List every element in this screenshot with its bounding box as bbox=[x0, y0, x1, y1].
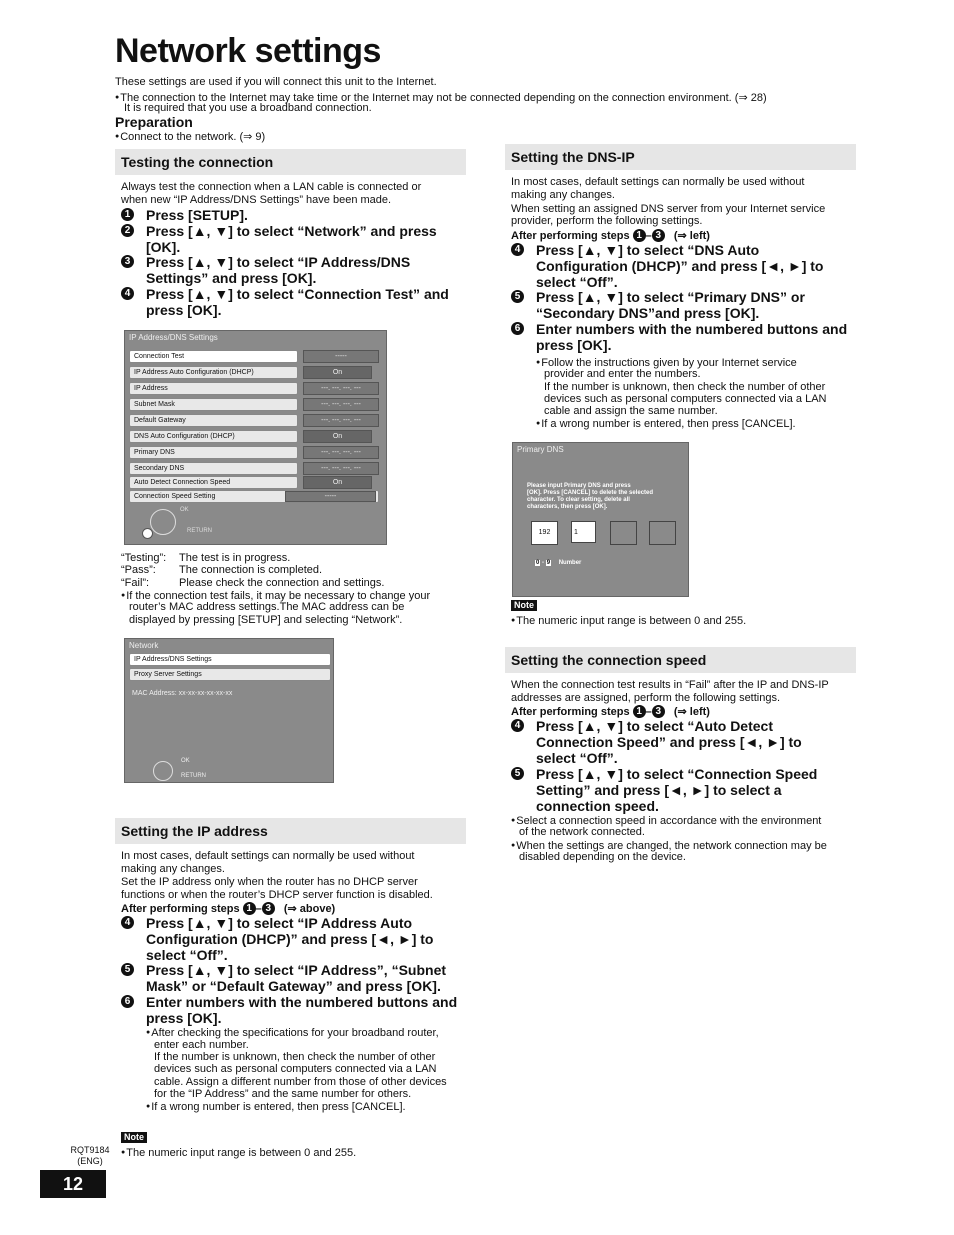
ip-bullet-1 bbox=[146, 1026, 439, 1040]
step-ref-end: 3 bbox=[652, 229, 665, 242]
instruction-line: Please input Primary DNS and press bbox=[527, 483, 631, 489]
page-number: 12 bbox=[40, 1170, 106, 1198]
step-number: 3 bbox=[121, 255, 134, 268]
ip-desc-3: Set the IP address only when the router has no DHCP server bbox=[121, 876, 418, 888]
speed-heading: Setting the connection speed bbox=[505, 647, 856, 673]
step-ref-dash: – bbox=[255, 903, 262, 915]
preparation-heading: Preparation bbox=[115, 114, 193, 130]
ip-heading: Setting the IP address bbox=[115, 818, 466, 844]
step-number: 5 bbox=[121, 963, 134, 976]
after-ref: (⇒ left) bbox=[673, 230, 710, 242]
menu-value: On bbox=[303, 476, 372, 489]
dns-desc-1: In most cases, default settings can normally be used without bbox=[511, 176, 805, 188]
menu-row-primary-dns[interactable]: Primary DNS bbox=[129, 446, 298, 459]
result-pass-value: The connection is completed. bbox=[179, 564, 323, 576]
menu-value: ---. ---. ---. --- bbox=[303, 398, 379, 411]
result-fail-key: “Fail”: bbox=[121, 577, 150, 589]
document-code: RQT9184 bbox=[70, 1145, 110, 1155]
intro-text: These settings are used if you will connect this unit to the Internet. bbox=[115, 76, 437, 88]
return-label: RETURN bbox=[181, 773, 206, 779]
note-text: The numeric input range is between 0 and 255. bbox=[126, 1147, 357, 1159]
ip-dns-settings-screen bbox=[124, 330, 387, 545]
step-number: 6 bbox=[121, 995, 134, 1008]
menu-value: ----- bbox=[285, 491, 376, 502]
bullet-text: If a wrong number is entered, then press [CANCEL]. bbox=[541, 418, 796, 430]
step-text: Press [▲, ▼] to select “IP Address/DNS Settings” and press [OK]. bbox=[146, 254, 411, 286]
ok-label: OK bbox=[180, 507, 189, 513]
page-title: Network settings bbox=[115, 32, 381, 70]
dns-bullet-2 bbox=[536, 417, 796, 431]
menu-value: ---. ---. ---. --- bbox=[303, 462, 379, 475]
dns-note bbox=[511, 614, 746, 628]
menu-value: On bbox=[303, 366, 372, 379]
testing-desc-1: Always test the connection when a LAN cable is connected or bbox=[121, 181, 422, 193]
dns-note-label: Note bbox=[511, 600, 537, 611]
instruction-line: character. To clear setting, delete all bbox=[527, 497, 630, 503]
step-number: 2 bbox=[121, 224, 134, 237]
instruction-line: [OK]. Press [CANCEL] to delete the selected bbox=[527, 490, 654, 496]
after-label: After performing steps bbox=[511, 706, 630, 718]
result-testing-key: “Testing”: bbox=[121, 552, 167, 564]
document-language: (ENG) bbox=[77, 1156, 103, 1166]
ip-after-steps bbox=[121, 902, 335, 916]
menu-value: On bbox=[303, 430, 372, 443]
menu-row-connection-test[interactable]: Connection Test bbox=[129, 350, 298, 363]
dns-octet-4-field[interactable] bbox=[649, 521, 676, 545]
step-text: Enter numbers with the numbered buttons and press [OK]. bbox=[536, 321, 848, 353]
step-text: Press [▲, ▼] to select “DNS Auto Configuration (DHCP)” and press [◄, ►] to select “Off”. bbox=[536, 242, 824, 290]
dns-bullet-1-line-3: If the number is unknown, then check the number of other bbox=[544, 381, 826, 393]
step-ref-dash: – bbox=[645, 230, 652, 242]
step-text: Press [▲, ▼] to select “Connection Speed Setting” and press [◄, ►] to select a connection speed. bbox=[536, 766, 818, 814]
ip-bullet-1-line-4: devices such as personal computers connected via a LAN bbox=[154, 1063, 437, 1075]
key-0: 0 bbox=[536, 560, 540, 566]
step-text: Press [▲, ▼] to select “IP Address”, “Subnet Mask” or “Default Gateway” and press [OK]. bbox=[146, 962, 447, 994]
result-testing-value: The test is in progress. bbox=[179, 552, 291, 564]
preparation-bullet bbox=[115, 130, 265, 144]
network-item-proxy[interactable]: Proxy Server Settings bbox=[129, 668, 331, 681]
step-text: Enter numbers with the numbered buttons and press [OK]. bbox=[146, 994, 458, 1026]
menu-row-auto-detect-speed[interactable]: Auto Detect Connection Speed bbox=[129, 476, 298, 489]
ip-desc-1: In most cases, default settings can normally be used without bbox=[121, 850, 415, 862]
step-number: 5 bbox=[511, 290, 524, 303]
network-screen bbox=[124, 638, 334, 783]
instruction-line: characters, then press [OK]. bbox=[527, 504, 608, 510]
ip-note-label: Note bbox=[121, 1132, 147, 1143]
step-ref-start: 1 bbox=[633, 229, 646, 242]
bullet-text: When the settings are changed, the network connection may be bbox=[516, 840, 827, 852]
menu-value: ---. ---. ---. --- bbox=[303, 446, 379, 459]
result-fail-value: Please check the connection and settings. bbox=[179, 577, 385, 589]
menu-value: ----- bbox=[303, 350, 379, 363]
dns-bullet-1-line-4: devices such as personal computers connected via a LAN bbox=[544, 393, 827, 405]
result-pass-key: “Pass”: bbox=[121, 564, 156, 576]
fail-note-2: router’s MAC address settings.The MAC address can be bbox=[129, 601, 405, 613]
menu-row-connection-speed-setting[interactable]: Connection Speed Setting bbox=[129, 490, 379, 503]
bullet-text: Select a connection speed in accordance with the environment bbox=[516, 815, 822, 827]
step-ref-start: 1 bbox=[633, 705, 646, 718]
speed-desc-1: When the connection test results in “Fail” after the IP and DNS-IP bbox=[511, 679, 829, 691]
menu-row-dns-auto-config[interactable]: DNS Auto Configuration (DHCP) bbox=[129, 430, 298, 443]
bullet-text: If a wrong number is entered, then press [CANCEL]. bbox=[151, 1101, 406, 1113]
screen-instructions bbox=[527, 483, 653, 511]
ip-desc-4: functions or when the router’s DHCP server function is disabled. bbox=[121, 889, 433, 901]
menu-row-ip-auto-config[interactable]: IP Address Auto Configuration (DHCP) bbox=[129, 366, 298, 379]
dns-octet-3-field[interactable] bbox=[610, 521, 637, 545]
menu-value: ---. ---. ---. --- bbox=[303, 414, 379, 427]
step-number: 4 bbox=[121, 287, 134, 300]
ip-note bbox=[121, 1146, 356, 1160]
menu-row-default-gateway[interactable]: Default Gateway bbox=[129, 414, 298, 427]
ip-bullet-1-line-6: for the “IP Address” and the same number for others. bbox=[154, 1088, 412, 1100]
intro-bullet-continued: It is required that you use a broadband connection. bbox=[124, 102, 372, 114]
ip-bullet-1-line-3: If the number is unknown, then check the number of other bbox=[154, 1051, 436, 1063]
ip-bullet-2 bbox=[146, 1100, 406, 1114]
step-text: Press [▲, ▼] to select “IP Address Auto Configuration (DHCP)” and press [◄, ►] to select “Off”. bbox=[146, 915, 434, 963]
speed-after-steps bbox=[511, 705, 710, 719]
step-number: 5 bbox=[511, 767, 524, 780]
screen-title: IP Address/DNS Settings bbox=[129, 333, 218, 342]
step-ref-start: 1 bbox=[243, 902, 256, 915]
ip-bullet-1-line-2: enter each number. bbox=[154, 1039, 249, 1051]
dns-desc-3: When setting an assigned DNS server from your Internet service bbox=[511, 203, 826, 215]
fail-note-text: If the connection test fails, it may be necessary to change your bbox=[126, 590, 431, 602]
step-number: 4 bbox=[511, 719, 524, 732]
key-9: 9 bbox=[546, 560, 551, 566]
step-number: 6 bbox=[511, 322, 524, 335]
number-key-hint bbox=[535, 560, 581, 566]
testing-desc-2: when new “IP Address/DNS Settings” have been made. bbox=[121, 194, 392, 206]
ok-label: OK bbox=[181, 758, 190, 764]
step-text: Press [▲, ▼] to select “Connection Test” and press [OK]. bbox=[146, 286, 449, 318]
menu-row-secondary-dns[interactable]: Secondary DNS bbox=[129, 462, 298, 475]
step-text: Press [▲, ▼] to select “Auto Detect Connection Speed” and press [◄, ►] to select “Off”. bbox=[536, 718, 802, 766]
dns-after-steps bbox=[511, 229, 710, 243]
dns-octet-1-field[interactable]: 192 bbox=[531, 521, 558, 545]
dns-bullet-1-line-2: provider and enter the numbers. bbox=[544, 368, 701, 380]
screen-title: Primary DNS bbox=[517, 445, 564, 454]
primary-dns-screen bbox=[512, 442, 689, 597]
speed-desc-2: addresses are assigned, perform the following settings. bbox=[511, 692, 781, 704]
step-number: 4 bbox=[121, 916, 134, 929]
ip-desc-2: making any changes. bbox=[121, 863, 225, 875]
screen-title: Network bbox=[129, 641, 159, 650]
step-ref-end: 3 bbox=[652, 705, 665, 718]
dns-desc-4: provider, perform the following settings. bbox=[511, 215, 703, 227]
return-button-icon bbox=[142, 528, 153, 539]
fail-note-3: displayed by pressing [SETUP] and selecting “Network”. bbox=[129, 614, 403, 626]
menu-row-ip-address[interactable]: IP Address bbox=[129, 382, 298, 395]
step-text: Press [SETUP]. bbox=[146, 207, 248, 223]
mac-address: MAC Address: xx-xx-xx-xx-xx-xx bbox=[132, 690, 233, 697]
preparation-bullet-text: Connect to the network. (⇒ 9) bbox=[120, 131, 266, 143]
ip-bullet-1-line-5: cable. Assign a different number from those of other devices bbox=[154, 1076, 447, 1088]
speed-bullet-1-line-2: of the network connected. bbox=[519, 826, 645, 838]
dns-octet-2-field[interactable]: 1 bbox=[571, 521, 596, 543]
bullet-text: Follow the instructions given by your Internet service bbox=[541, 357, 797, 369]
after-label: After performing steps bbox=[121, 903, 240, 915]
intro-bullet-text: The connection to the Internet may take time or the Internet may not be connected depending on the connection environment. (⇒ 28) bbox=[120, 92, 767, 104]
step-number: 1 bbox=[121, 208, 134, 221]
key-label: Number bbox=[558, 560, 582, 566]
navigation-dial-icon bbox=[150, 509, 176, 535]
dns-heading: Setting the DNS-IP bbox=[505, 144, 856, 170]
return-label: RETURN bbox=[187, 528, 212, 534]
step-ref-dash: – bbox=[645, 706, 652, 718]
step-text: Press [▲, ▼] to select “Primary DNS” or “Secondary DNS”and press [OK]. bbox=[536, 289, 805, 321]
bullet-text: After checking the specifications for your broadband router, bbox=[151, 1027, 439, 1039]
after-label: After performing steps bbox=[511, 230, 630, 242]
menu-row-subnet-mask[interactable]: Subnet Mask bbox=[129, 398, 298, 411]
after-ref: (⇒ above) bbox=[283, 903, 336, 915]
dns-bullet-1-line-5: cable and assign the same number. bbox=[544, 405, 718, 417]
note-text: The numeric input range is between 0 and 255. bbox=[516, 615, 747, 627]
speed-bullet-2-line-2: disabled depending on the device. bbox=[519, 851, 686, 863]
after-ref: (⇒ left) bbox=[673, 706, 710, 718]
network-item-ip-dns[interactable]: IP Address/DNS Settings bbox=[129, 653, 331, 666]
navigation-dial-icon bbox=[153, 761, 173, 781]
dns-desc-2: making any changes. bbox=[511, 189, 615, 201]
key-separator: - bbox=[542, 560, 545, 566]
step-ref-end: 3 bbox=[262, 902, 275, 915]
step-number: 4 bbox=[511, 243, 524, 256]
testing-heading: Testing the connection bbox=[115, 149, 466, 175]
menu-value: ---. ---. ---. --- bbox=[303, 382, 379, 395]
step-text: Press [▲, ▼] to select “Network” and press [OK]. bbox=[146, 223, 437, 255]
